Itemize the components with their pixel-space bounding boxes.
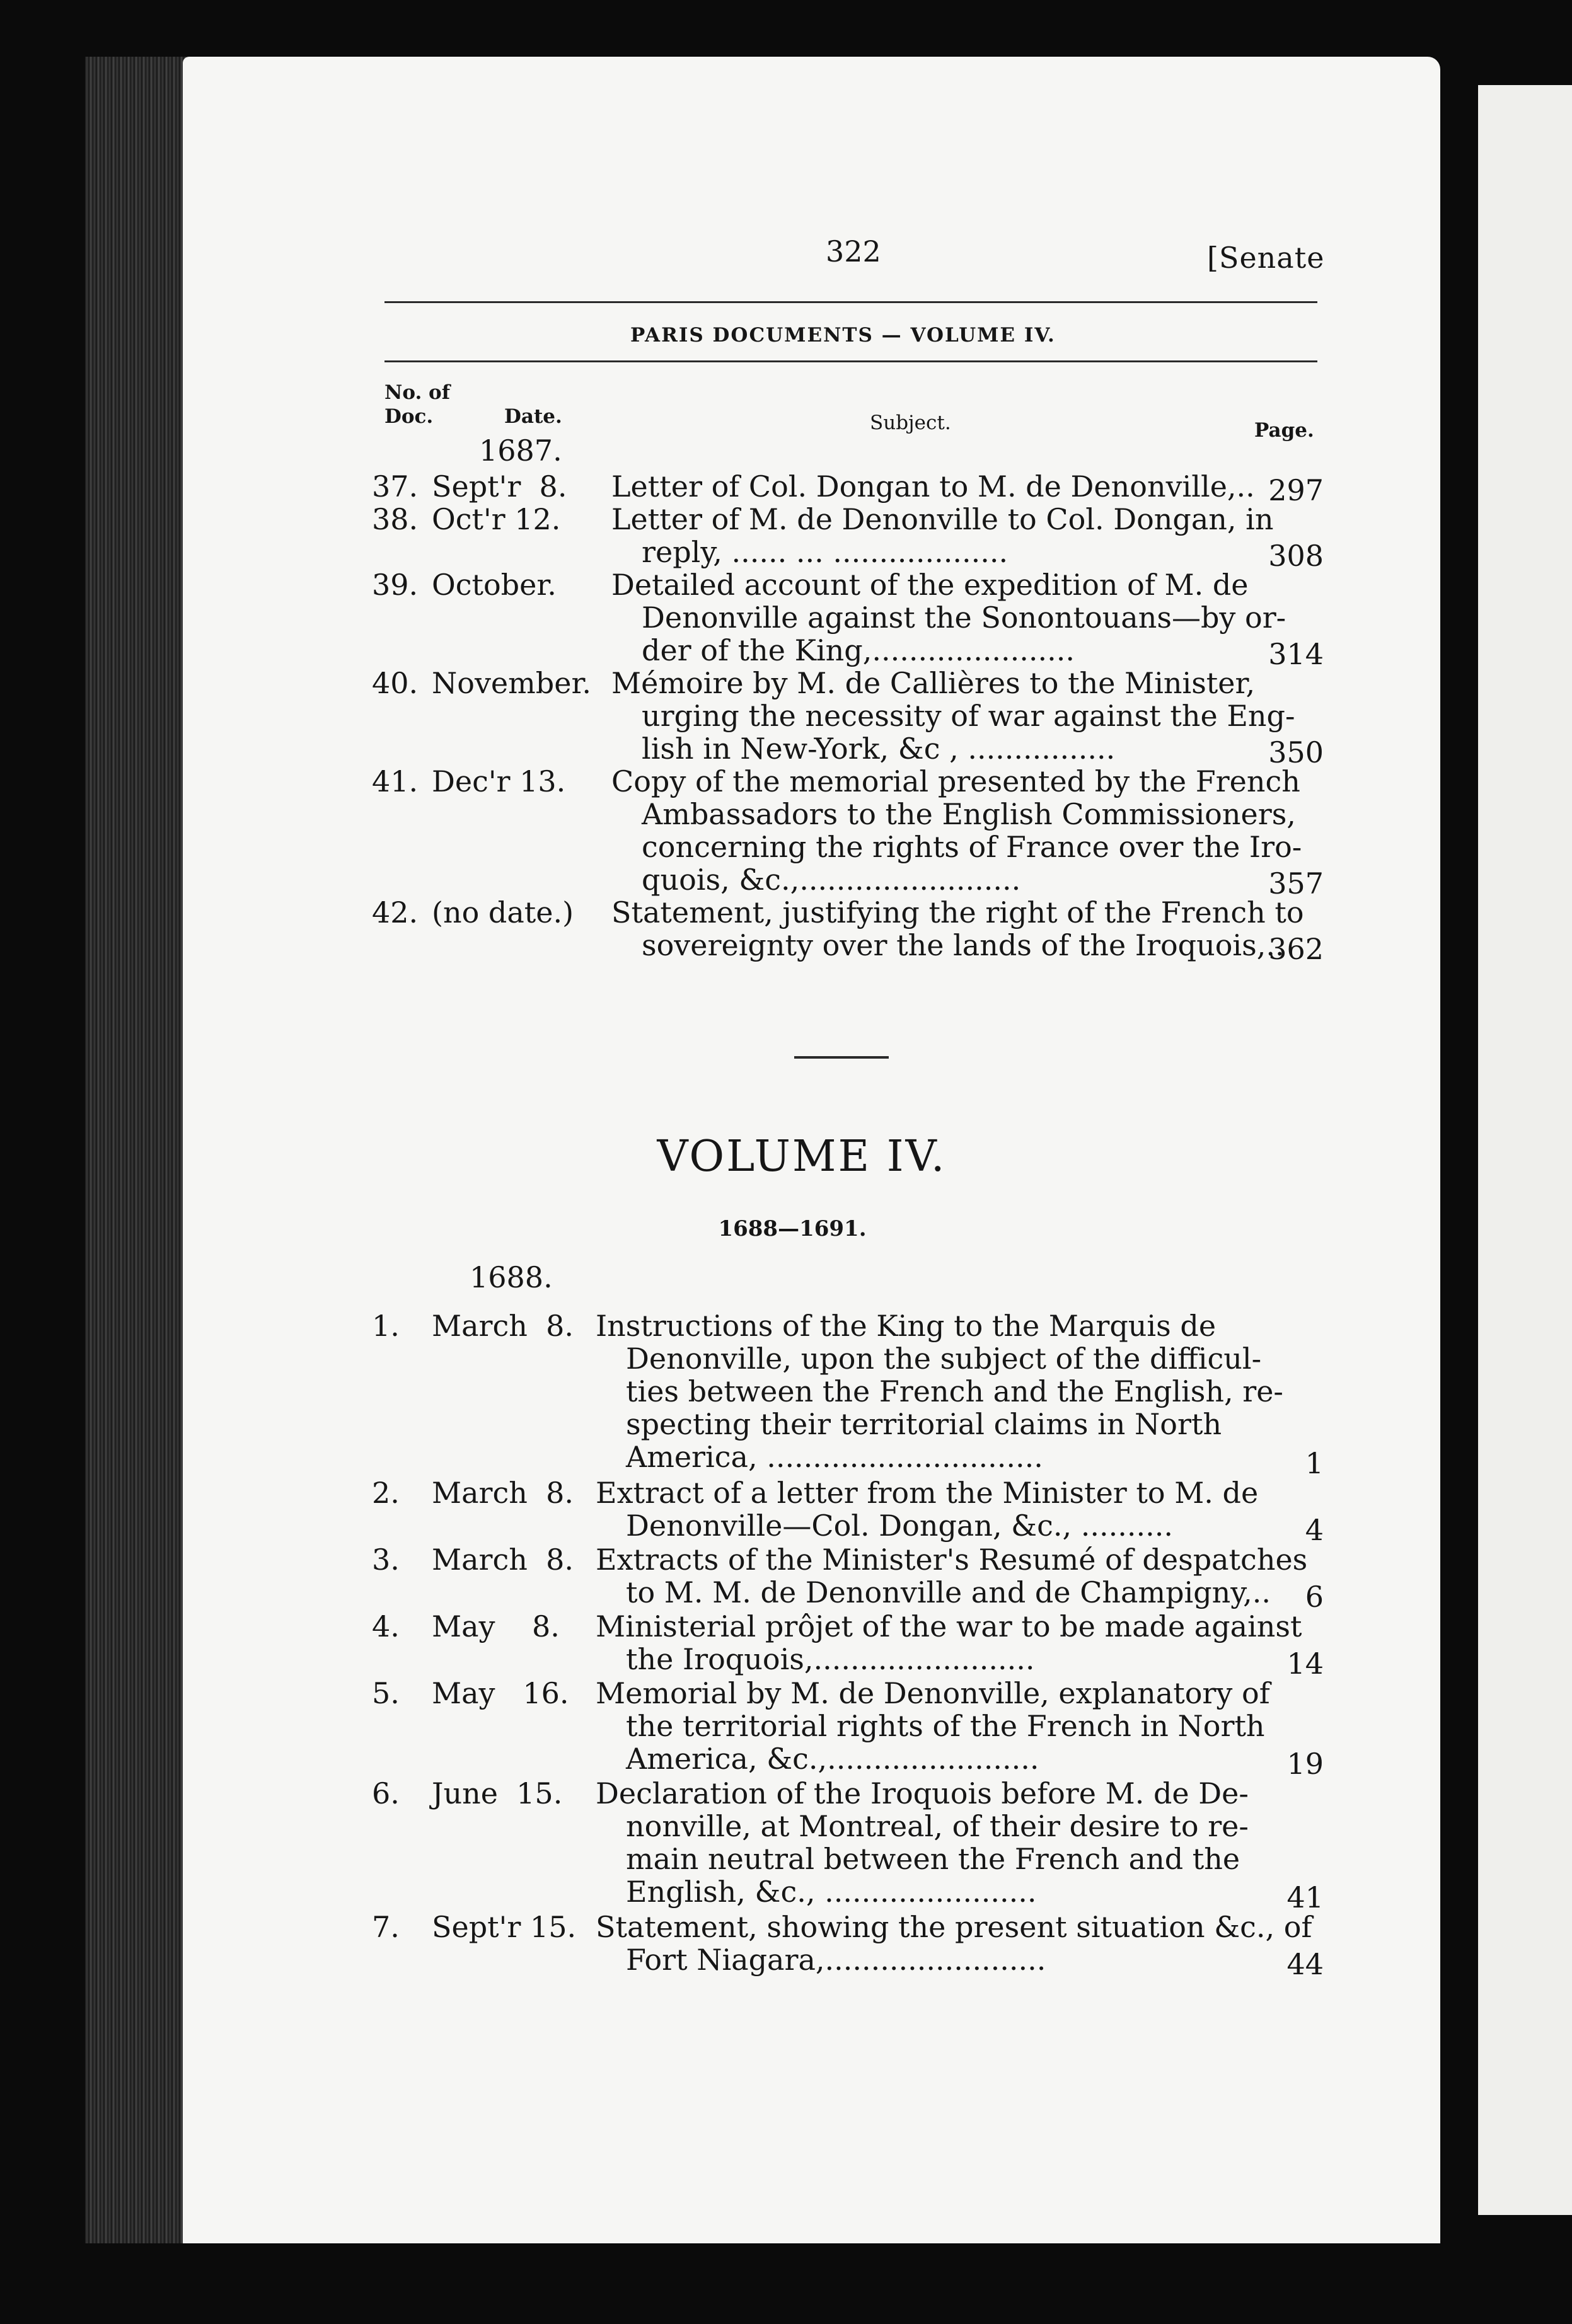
entry-page: 357 [1268, 866, 1324, 900]
col-head-subject: Subject. [870, 411, 951, 434]
entry-subject-line: concerning the rights of France over the Iro- [642, 830, 1302, 864]
toc-entry [372, 1476, 1324, 1547]
entry-number: 38. [372, 502, 419, 536]
toc-entry [372, 895, 1324, 966]
entry-subject-line: urging the necessity of war against the Eng- [642, 699, 1295, 733]
col-head-page: Page. [1254, 419, 1314, 442]
toc-entry [372, 1776, 1324, 1914]
col-head-doc-no [384, 381, 450, 429]
entry-page: 362 [1268, 932, 1324, 966]
entry-subject-line: nonville, at Montreal, of their desire to re- [626, 1809, 1249, 1843]
volume-heading: VOLUME IV. [657, 1132, 947, 1182]
entry-subject [596, 1309, 1283, 1474]
entry-subject-line: Declaration of the Iroquois before M. de De- [596, 1776, 1249, 1810]
page-number: 322 [826, 234, 881, 268]
entry-page: 308 [1268, 539, 1324, 573]
toc-entry [372, 764, 1324, 900]
entry-subject [596, 1543, 1308, 1609]
entry-date: March 8. [432, 1543, 574, 1577]
entry-subject-line: Ministerial prôjet of the war to be made against [596, 1609, 1302, 1643]
toc-entry [372, 568, 1324, 671]
entry-subject-line: Letter of Col. Dongan to M. de Denonville,.. [611, 469, 1255, 503]
entry-subject-line: specting their territorial claims in North [626, 1407, 1222, 1441]
entry-number: 1. [372, 1309, 400, 1343]
section-title: PARIS DOCUMENTS — VOLUME IV. [630, 324, 1056, 347]
entry-subject-line: sovereignty over the lands of the Iroquois,.. [642, 928, 1285, 962]
entry-date: October. [432, 568, 557, 602]
entry-page: 4 [1305, 1513, 1324, 1547]
entry-subject [596, 1676, 1270, 1776]
entry-number: 7. [372, 1910, 400, 1944]
entry-subject-line: America, .............................. [626, 1440, 1043, 1474]
entry-number: 2. [372, 1476, 400, 1510]
entry-subject-line: Copy of the memorial presented by the French [611, 764, 1300, 798]
entry-page: 314 [1268, 637, 1324, 671]
entry-number: 37. [372, 469, 419, 503]
entry-subject-line: English, &c., ....................... [626, 1875, 1037, 1909]
col-head-doc-no-line1: No. of [384, 381, 451, 404]
entry-subject [611, 470, 1261, 503]
entry-subject-line: ties between the French and the English, re- [626, 1374, 1283, 1408]
entry-subject-line: Mémoire by M. de Callières to the Minister, [611, 666, 1256, 700]
entry-subject-line: Denonville, upon the subject of the difficul- [626, 1342, 1262, 1376]
entry-subject [596, 1777, 1261, 1908]
entry-number: 6. [372, 1776, 400, 1810]
entry-date: Sept'r 15. [432, 1910, 577, 1944]
entry-subject-line: Denonville—Col. Dongan, &c., .......... [626, 1509, 1173, 1543]
entry-page: 14 [1286, 1647, 1324, 1681]
toc-entry [372, 1609, 1324, 1681]
entry-subject-line: lish in New-York, &c , ................ [642, 732, 1116, 766]
entry-date: Dec'r 13. [432, 764, 566, 798]
toc-entry [372, 1309, 1324, 1480]
entry-subject-line: Memorial by M. de Denonville, explanatory of [596, 1676, 1270, 1710]
entry-subject-line: Fort Niagara,........................ [626, 1943, 1046, 1977]
entry-page: 350 [1268, 735, 1324, 769]
entry-subject-line: America, &c.,....................... [626, 1742, 1039, 1776]
entry-date: Oct'r 12. [432, 502, 561, 536]
entry-subject-line: Instructions of the King to the Marquis de [596, 1309, 1217, 1343]
entry-date: May 8. [432, 1609, 560, 1643]
year-1688: 1688. [470, 1260, 553, 1294]
entry-page: 1 [1305, 1446, 1324, 1480]
entry-page: 297 [1268, 473, 1324, 507]
entry-subject-line: Statement, showing the present situation &c., of [596, 1910, 1312, 1944]
entry-subject-line: Detailed account of the expedition of M. de [611, 568, 1249, 602]
entry-subject-line: Statement, justifying the right of the French to [611, 895, 1304, 929]
entry-subject-line: the territorial rights of the French in North [626, 1709, 1265, 1743]
entry-number: 40. [372, 666, 419, 700]
toc-entry [372, 1676, 1324, 1781]
toc-entry [372, 469, 1324, 507]
entry-subject-line: Extract of a letter from the Minister to M. de [596, 1476, 1259, 1510]
entry-number: 41. [372, 764, 419, 798]
running-head: [Senate [1207, 241, 1325, 275]
entry-page: 41 [1286, 1880, 1324, 1914]
col-head-doc-no-line2: Doc. [384, 405, 434, 428]
entry-subject-line: to M. M. de Denonville and de Champigny,.. [626, 1575, 1271, 1609]
entry-subject [596, 1476, 1261, 1542]
entry-date: November. [432, 666, 591, 700]
entry-date: March 8. [432, 1309, 574, 1343]
entry-subject-line: quois, &c.,........................ [642, 863, 1021, 897]
entry-subject-line: der of the King,...................... [642, 633, 1075, 667]
entry-page: 44 [1286, 1947, 1324, 1981]
entry-subject-line: main neutral between the French and the [626, 1842, 1240, 1876]
entry-number: 42. [372, 895, 419, 929]
entry-subject [596, 1609, 1302, 1676]
entry-subject-line: Letter of M. de Denonville to Col. Dongan, in [611, 502, 1274, 536]
top-rule [384, 301, 1317, 303]
col-head-date: Date. [504, 405, 562, 428]
entry-number: 39. [372, 568, 419, 602]
entry-date: June 15. [432, 1776, 563, 1810]
entry-subject [611, 666, 1295, 766]
entry-subject-line: the Iroquois,........................ [626, 1642, 1035, 1676]
toc-entry [372, 502, 1324, 573]
entry-date: March 8. [432, 1476, 574, 1510]
year-1687: 1687. [479, 434, 562, 468]
entry-page: 19 [1286, 1747, 1324, 1781]
section-divider [794, 1056, 889, 1059]
toc-entry [372, 1910, 1324, 1981]
entry-date: May 16. [432, 1676, 569, 1710]
entry-subject [611, 502, 1274, 569]
entry-subject-line: reply, ...... ... ................... [642, 535, 1009, 569]
entry-date: Sept'r 8. [432, 469, 567, 503]
entry-page: 6 [1305, 1580, 1324, 1614]
entry-subject-line: Ambassadors to the English Commissioners, [642, 797, 1296, 831]
toc-entry [372, 1543, 1324, 1614]
entry-subject-line: Extracts of the Minister's Resumé of despatches [596, 1543, 1308, 1577]
volume-years: 1688—1691. [718, 1216, 867, 1241]
entry-date: (no date.) [432, 895, 574, 929]
header-rule [384, 360, 1317, 362]
entry-number: 4. [372, 1609, 400, 1643]
toc-entry [372, 666, 1324, 769]
entry-number: 3. [372, 1543, 400, 1577]
entry-subject-line: Denonville against the Sonontouans—by or- [642, 601, 1286, 635]
entry-subject [611, 568, 1286, 667]
entry-number: 5. [372, 1676, 400, 1710]
